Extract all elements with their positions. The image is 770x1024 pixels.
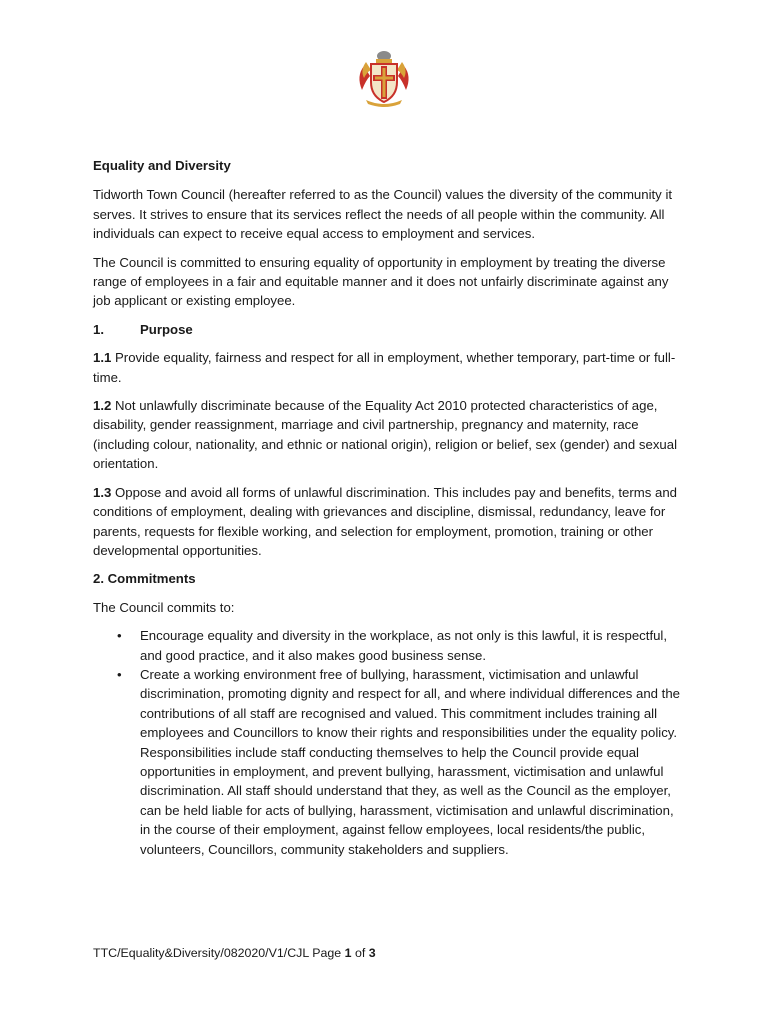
footer-reference: TTC/Equality&Diversity/082020/V1/CJL Page (93, 946, 345, 960)
document-body (93, 156, 681, 859)
intro-paragraph-2: The Council is committed to ensuring equality of opportunity in employment by treating the diverse range of employees in a fair and equitable manner and it does not unfairly discriminate against any job applicant or existing employee. (93, 254, 669, 309)
intro-paragraph-1: Tidworth Town Council (hereafter referred to as the Council) values the diversity of the community it serves. It strives to ensure that its services reflect the needs of all people within the community. All individuals can expect to receive equal access to employment and services. (93, 187, 673, 242)
commitments-lead: The Council commits to: (93, 599, 235, 615)
document-heading: Equality and Diversity (93, 158, 231, 173)
section-number: 1. (93, 321, 104, 337)
footer-page-of: of (351, 946, 369, 960)
clause-1-1 (93, 348, 681, 387)
commitments-list (93, 626, 681, 859)
bullet-icon: • (117, 628, 122, 644)
section-commitments-heading: 2. Commitments (93, 571, 196, 587)
clause-1-2 (93, 396, 681, 474)
clause-text: Oppose and avoid all forms of unlawful discrimination. This includes pay and benefits, terms and conditions of employment, dealing with grievances and discipline, dismissal, redundancy, leave for parents, requests for flexible working, and selection for employment, promotion, training or other developmental opportunities. (93, 484, 677, 558)
list-item-text: Encourage equality and diversity in the workplace, as not only is this lawful, it is respectful, and good practice, and it also makes good business sense. (140, 628, 668, 663)
list-item (93, 626, 681, 665)
clause-number: 1.3 (93, 484, 112, 500)
footer-page-total: 3 (368, 946, 376, 960)
page-footer (93, 946, 376, 960)
council-crest-icon (354, 46, 414, 108)
clause-1-3 (93, 483, 681, 561)
clause-text: Not unlawfully discriminate because of the Equality Act 2010 protected characteristics of age, disability, gender reassignment, marriage and civil partnership, pregnancy and maternity, race (including colour, nationality, and ethnic or national origin), religion or belief, sex (gender) and sexual orientation. (93, 398, 678, 472)
bullet-icon: • (117, 666, 122, 682)
footer-page-current: 1 (344, 946, 352, 960)
list-item-text: Create a working environment free of bullying, harassment, victimisation and unlawful discrimination, promoting dignity and respect for all, and where individual differences and the contributions of all staff are recognised and valued. This commitment includes training all employees and Councillors to know their rights and responsibilities under the equality policy. Responsibilities include staff conducting themselves to help the Council provide equal opportunities in employment, and prevent bullying, harassment, victimisation and unlawful discrimination. All staff should understand that they, as well as the Council as the employer, can be held liable for acts of bullying, harassment, victimisation and unlawful discrimination, in the course of their employment, against fellow employees, local residents/the public, volunteers, Councillors, community stakeholders and suppliers. (140, 666, 681, 857)
section-title: Purpose (140, 321, 193, 337)
list-item (93, 665, 681, 859)
clause-number: 1.1 (93, 350, 112, 366)
clause-text: Provide equality, fairness and respect for all in employment, whether temporary, part-time or full-time. (93, 350, 676, 385)
clause-number: 1.2 (93, 398, 112, 414)
section-purpose-heading (93, 320, 681, 339)
